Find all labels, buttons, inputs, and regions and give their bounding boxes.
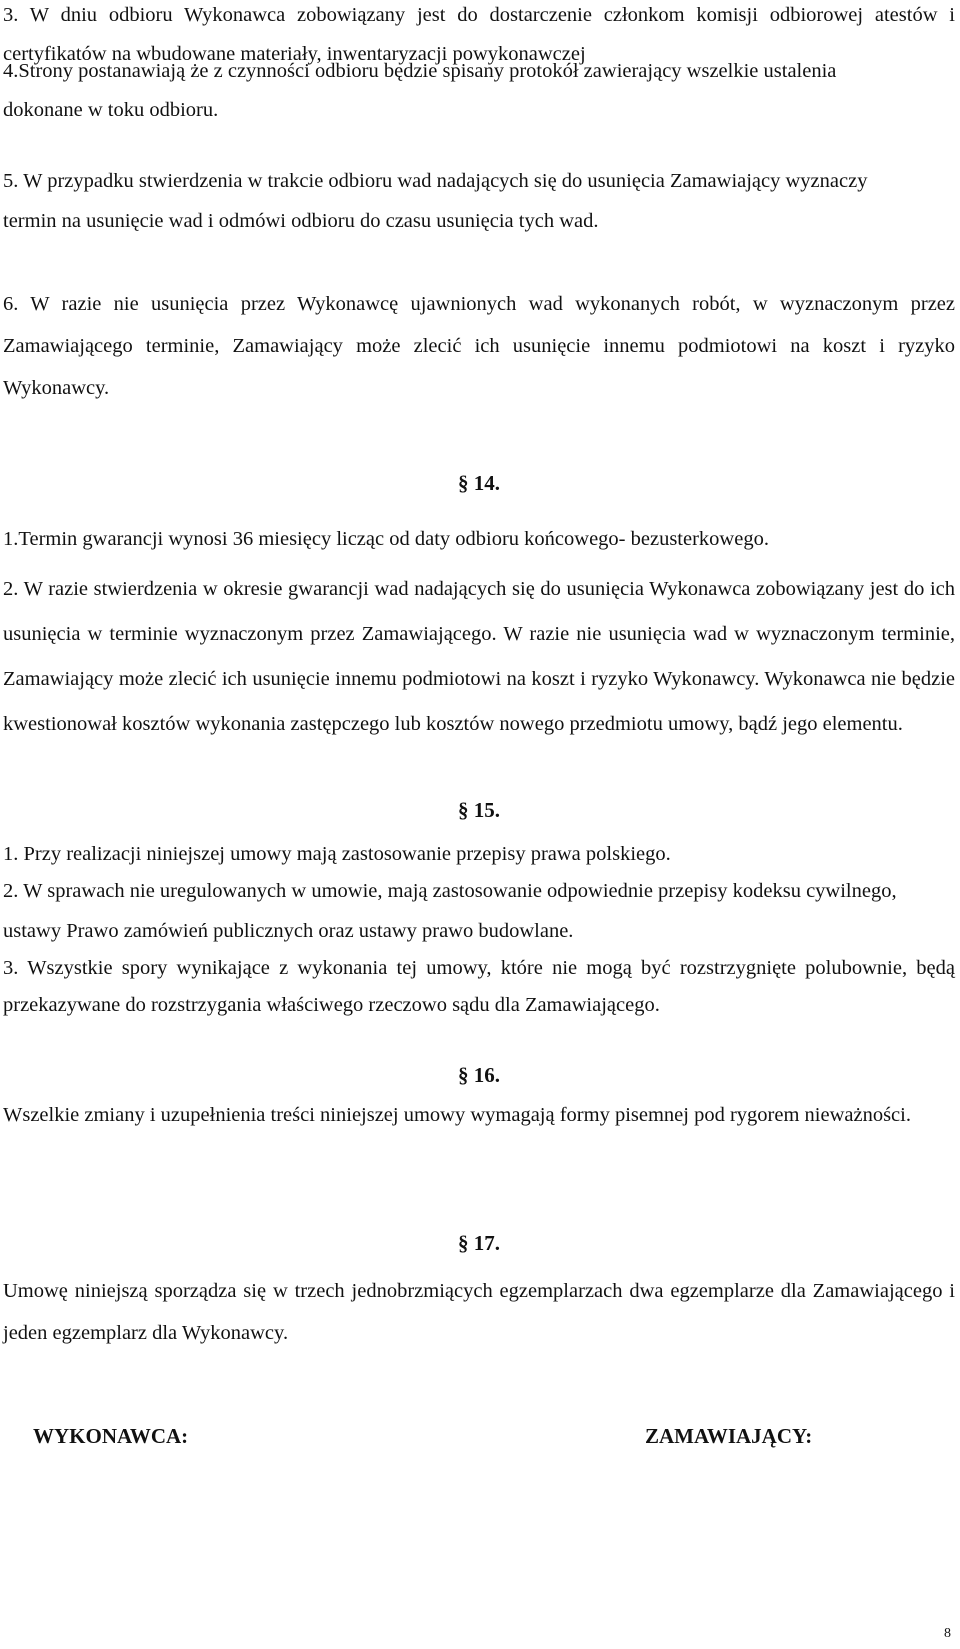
signature-employer: ZAMAWIAJĄCY: bbox=[645, 1424, 813, 1448]
section-17-heading: § 17. bbox=[458, 1231, 500, 1255]
section-14-heading: § 14. bbox=[458, 471, 500, 495]
section-16-heading: § 16. bbox=[458, 1063, 500, 1087]
section-15-paragraph-2: 2. W sprawach nie uregulowanych w umowie, mają zastosowanie odpowiednie przepisy kodeksu cywilnego, ustawy Prawo zamówień publicznych oraz ustawy prawo budowlane. bbox=[3, 880, 897, 942]
paragraph-6: 6. W razie nie usunięcia przez Wykonawcę ujawnionych wad wykonanych robót, w wyznaczonym przez Zamawiającego terminie, Zamawiający może zlecić ich usunięcie innemu podmiotowi na koszt i ryzyko Wykonawcy. bbox=[3, 293, 955, 399]
section-14-paragraph-1: 1.Termin gwarancji wynosi 36 miesięcy licząc od daty odbioru końcowego- bezusterkowego. bbox=[3, 528, 769, 550]
paragraph-5: 5. W przypadku stwierdzenia w trakcie odbioru wad nadających się do usunięcia Zamawiający wyznaczy termin na usunięcie wad i odmówi odbioru do czasu usunięcia tych wad. bbox=[3, 170, 868, 232]
section-15-heading: § 15. bbox=[458, 798, 500, 822]
section-17-paragraph: Umowę niniejszą sporządza się w trzech jednobrzmiących egzemplarzach dwa egzemplarze dla Zamawiającego i jeden egzemplarz dla Wykonawcy. bbox=[3, 1280, 955, 1344]
section-15-paragraph-3: 3. Wszystkie spory wynikające z wykonania tej umowy, które nie mogą być rozstrzygnięte polubownie, będą przekazywane do rozstrzygania właściwego rzeczowo sądu dla Zamawiającego. bbox=[3, 957, 955, 1016]
section-16-paragraph: Wszelkie zmiany i uzupełnienia treści niniejszej umowy wymagają formy pisemnej pod rygorem nieważności. bbox=[3, 1104, 911, 1126]
section-14-paragraph-2: 2. W razie stwierdzenia w okresie gwarancji wad nadających się do usunięcia Wykonawca zobowiązany jest do ich usunięcia w terminie wyznaczonym przez Zamawiającego. W razie nie usunięcia wad w wyznaczonym terminie, Zamawiający może zlecić ich usunięcie innemu podmiotowi na koszt i ryzyko Wykonawcy. Wykonawca nie będzie kwestionował kosztów wykonania zastępczego lub kosztów nowego przedmiotu umowy, bądź jego elementu. bbox=[3, 578, 955, 735]
paragraph-4: 4.Strony postanawiają że z czynności odbioru będzie spisany protokół zawierający wszelkie ustalenia dokonane w toku odbioru. bbox=[3, 60, 837, 121]
page-number: 8 bbox=[944, 1626, 951, 1641]
signature-contractor: WYKONAWCA: bbox=[33, 1424, 189, 1448]
paragraph-3: 3. W dniu odbioru Wykonawca zobowiązany jest do dostarczenie członkom komisji odbiorowej atestów i certyfikatów na wbudowane materiały, inwentaryzacji powykonawczej bbox=[3, 4, 955, 65]
section-15-paragraph-1: 1. Przy realizacji niniejszej umowy mają zastosowanie przepisy prawa polskiego. bbox=[3, 843, 671, 865]
